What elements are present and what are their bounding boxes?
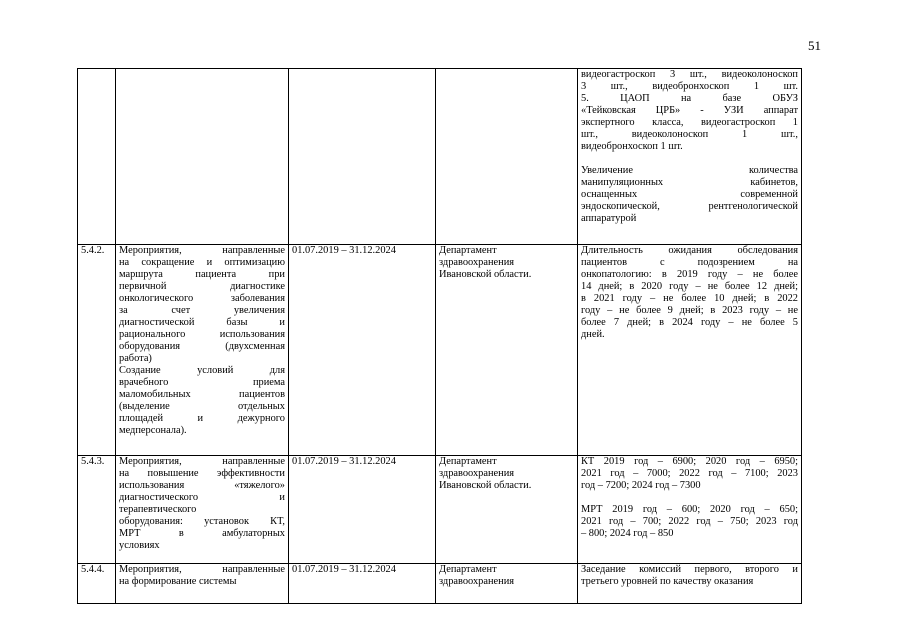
result-line: год – 7200; 2024 год – 7300	[581, 480, 701, 491]
event-line: первичной диагностике	[119, 281, 285, 292]
table-row	[78, 245, 802, 456]
table-row	[78, 564, 802, 604]
result-line: аппаратурой	[581, 213, 637, 224]
event-line: Мероприятия, направленные	[119, 456, 285, 467]
result-cell	[578, 564, 802, 604]
result-line: в 2021 году – не более 10 дней; в 2022	[581, 293, 798, 304]
item-number-cell: 5.4.4.	[78, 564, 116, 604]
result-line: 14 дней; в 2020 году – не более 12 дней;	[581, 281, 798, 292]
result-line: манипуляционных кабинетов,	[581, 177, 798, 188]
event-line: оборудования (двухсменная	[119, 341, 285, 352]
result-line: 5. ЦАОП на базе ОБУЗ	[581, 93, 798, 104]
event-line: терапевтического	[119, 504, 197, 515]
event-line: работа)	[119, 353, 152, 364]
event-line: на сокращение и оптимизацию	[119, 257, 285, 268]
executor-line: Ивановской области.	[439, 480, 532, 491]
result-line: пациентов с подозрением на	[581, 257, 798, 268]
event-line: маршрута пациента при	[119, 269, 285, 280]
paragraph-gap	[581, 153, 798, 165]
result-line: году – не более 9 дней; в 2023 году – не	[581, 305, 798, 316]
period-cell: 01.07.2019 – 31.12.2024	[289, 245, 436, 456]
event-line: на формирование системы	[119, 576, 237, 587]
table-row	[78, 69, 802, 245]
event-line: оборудования: установок КТ,	[119, 516, 285, 527]
executor-cell	[436, 245, 578, 456]
event-line: Создание условий для	[119, 365, 285, 376]
result-cell	[578, 456, 802, 564]
executor-line: Ивановской области.	[439, 269, 532, 280]
result-line: видеогастроскоп 3 шт., видеоколоноскоп	[581, 69, 798, 80]
event-line: рационального использования	[119, 329, 285, 340]
event-cell	[116, 69, 289, 245]
result-line: КТ 2019 год – 6900; 2020 год – 6950;	[581, 456, 798, 467]
event-cell	[116, 456, 289, 564]
result-line: Заседание комиссий первого, второго и	[581, 564, 798, 575]
event-line: условиях	[119, 540, 160, 551]
page-number: 51	[808, 38, 821, 53]
result-line: более 7 дней; в 2024 году – не более 5	[581, 317, 798, 328]
period-cell: 01.07.2019 – 31.12.2024	[289, 456, 436, 564]
event-line: на повышение эффективности	[119, 468, 285, 479]
result-line: оснащенных современной	[581, 189, 798, 200]
event-line: Мероприятия, направленные	[119, 245, 285, 256]
event-line: диагностического и	[119, 492, 285, 503]
executor-line: Департамент	[439, 564, 497, 575]
executor-line: здравоохранения	[439, 576, 515, 587]
result-line: Длительность ожидания обследования	[581, 245, 798, 256]
result-cell	[578, 245, 802, 456]
result-line: Увеличение количества	[581, 165, 798, 176]
executor-cell	[436, 69, 578, 245]
event-line: использования «тяжелого»	[119, 480, 285, 491]
paragraph-gap	[581, 492, 798, 504]
result-line: эндоскопической, рентгенологической	[581, 201, 798, 212]
event-line: врачебного приема	[119, 377, 285, 388]
event-line: онкологического заболевания	[119, 293, 285, 304]
event-line: МРТ в амбулаторных	[119, 528, 285, 539]
measures-table	[77, 68, 802, 604]
executor-line: здравоохранения	[439, 468, 515, 479]
event-cell	[116, 564, 289, 604]
result-line: МРТ 2019 год – 600; 2020 год – 650;	[581, 504, 798, 515]
result-line: – 800; 2024 год – 850	[581, 528, 674, 539]
executor-line: Департамент	[439, 245, 497, 256]
item-number-cell: 5.4.2.	[78, 245, 116, 456]
result-line: шт., видеоколоноскоп 1 шт.,	[581, 129, 798, 140]
executor-cell	[436, 456, 578, 564]
result-line: видеобронхоскоп 1 шт.	[581, 141, 683, 152]
executor-line: здравоохранения	[439, 257, 515, 268]
table-row	[78, 456, 802, 564]
result-cell	[578, 69, 802, 245]
executor-line: Департамент	[439, 456, 497, 467]
item-number-cell	[78, 69, 116, 245]
executor-cell	[436, 564, 578, 604]
result-line: 3 шт., видеобронхоскоп 1 шт.	[581, 81, 798, 92]
result-line: экспертного класса, видеогастроскоп 1	[581, 117, 798, 128]
event-line: за счет увеличения	[119, 305, 285, 316]
result-line: онкопатологию: в 2019 году – не более	[581, 269, 798, 280]
event-line: диагностической базы и	[119, 317, 285, 328]
period-cell: 01.07.2019 – 31.12.2024	[289, 564, 436, 604]
event-line: площадей и дежурного	[119, 413, 285, 424]
result-line: 2021 год – 700; 2022 год – 750; 2023 год	[581, 516, 798, 527]
event-line: Мероприятия, направленные	[119, 564, 285, 575]
event-line: маломобильных пациентов	[119, 389, 285, 400]
result-line: дней.	[581, 329, 605, 340]
result-line: «Тейковская ЦРБ» - УЗИ аппарат	[581, 105, 798, 116]
item-number-cell: 5.4.3.	[78, 456, 116, 564]
result-line: 2021 год – 7000; 2022 год – 7100; 2023	[581, 468, 798, 479]
event-line: медперсонала).	[119, 425, 187, 436]
period-cell	[289, 69, 436, 245]
event-cell	[116, 245, 289, 456]
result-line: третьего уровней по качеству оказания	[581, 576, 754, 587]
event-line: (выделение отдельных	[119, 401, 285, 412]
